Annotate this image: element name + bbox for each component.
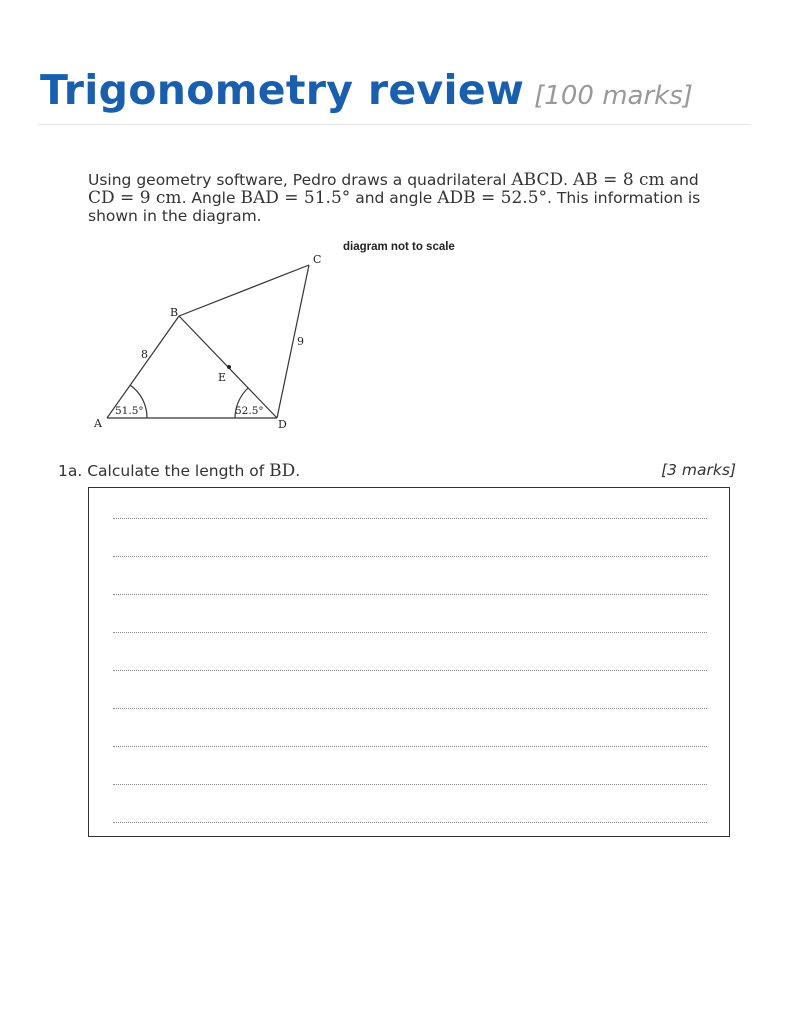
side-bc bbox=[179, 265, 309, 316]
intro-text: . Angle bbox=[181, 189, 241, 207]
side-cd bbox=[277, 265, 309, 418]
header-divider bbox=[38, 124, 751, 125]
answer-line[interactable] bbox=[113, 632, 707, 633]
answer-line[interactable] bbox=[113, 708, 707, 709]
vertex-label-b: B bbox=[170, 306, 179, 319]
side-label-cd: 9 bbox=[297, 335, 304, 348]
question-end: . bbox=[295, 462, 301, 480]
question-intro bbox=[88, 171, 728, 225]
answer-line[interactable] bbox=[113, 670, 707, 671]
vertex-label-c: C bbox=[313, 253, 322, 266]
question-1a bbox=[58, 461, 736, 481]
diagram-note: diagram not to scale bbox=[343, 241, 455, 253]
question-text: Calculate the length of bbox=[87, 462, 270, 480]
intro-math: BAD = 51.5° bbox=[240, 188, 351, 208]
intro-text: . This information is shown in the diagram. bbox=[88, 189, 701, 225]
answer-line[interactable] bbox=[113, 556, 707, 557]
page-title: Trigonometry review bbox=[40, 66, 525, 114]
quadrilateral-diagram bbox=[88, 236, 488, 436]
intro-text: and bbox=[664, 171, 699, 189]
angle-label-d: 52.5° bbox=[235, 405, 264, 417]
intro-text: and angle bbox=[350, 189, 438, 207]
answer-line[interactable] bbox=[113, 784, 707, 785]
question-number: 1a. bbox=[58, 462, 83, 480]
intro-math: ABCD bbox=[511, 170, 564, 190]
answer-line[interactable] bbox=[113, 746, 707, 747]
side-ab bbox=[107, 316, 179, 418]
answer-line[interactable] bbox=[113, 594, 707, 595]
answer-box[interactable] bbox=[88, 487, 730, 837]
point-e bbox=[227, 365, 231, 369]
intro-math: ADB = 52.5° bbox=[437, 188, 548, 208]
side-label-ab: 8 bbox=[141, 348, 148, 361]
answer-line[interactable] bbox=[113, 822, 707, 823]
answer-line[interactable] bbox=[113, 518, 707, 519]
intro-text: Using geometry software, Pedro draws a quadrilateral bbox=[88, 171, 512, 189]
intro-math: AB = 8 cm bbox=[573, 170, 665, 190]
page-header bbox=[40, 66, 693, 114]
angle-label-a: 51.5° bbox=[115, 405, 144, 417]
intro-math: CD = 9 cm bbox=[88, 188, 182, 208]
vertex-label-d: D bbox=[278, 418, 287, 431]
point-label-e: E bbox=[218, 371, 227, 384]
intro-text: . bbox=[563, 171, 573, 189]
question-math: BD bbox=[269, 461, 296, 481]
question-marks: [3 marks] bbox=[661, 461, 736, 479]
total-marks: [100 marks] bbox=[534, 81, 693, 111]
vertex-label-a: A bbox=[94, 417, 102, 430]
